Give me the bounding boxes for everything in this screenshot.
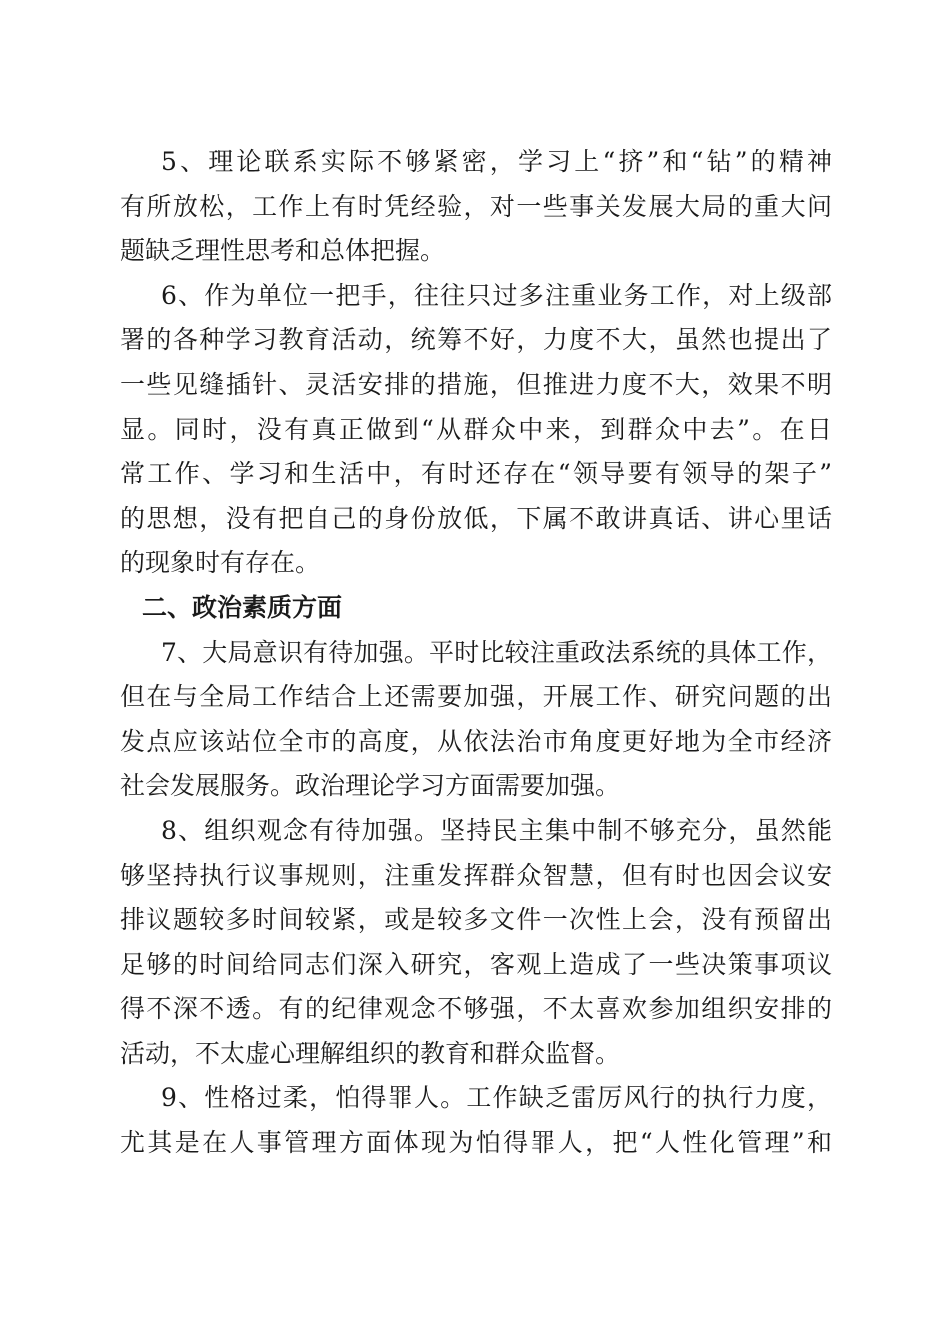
paragraph-6 xyxy=(120,274,832,586)
paragraph-line: 社会发展服务。政治理论学习方面需要加强。 xyxy=(120,771,621,801)
paragraph-line: 但在与全局工作结合上还需要加强，开展工作、研究问题的出 xyxy=(120,682,832,712)
paragraph-line: 题缺乏理性思考和总体把握。 xyxy=(120,236,446,266)
paragraph-line: 够坚持执行议事规则，注重发挥群众智慧，但有时也因会议安 xyxy=(120,860,832,890)
paragraph-line: 署的各种学习教育活动，统筹不好，力度不大，虽然也提出了 xyxy=(120,325,832,355)
section-heading: 二、政治素质方面 xyxy=(142,592,343,622)
paragraph-line: 显。同时，没有真正做到“从群众中来，到群众中去”。在日 xyxy=(120,414,832,444)
paragraph-line: 足够的时间给同志们深入研究，客观上造成了一些决策事项议 xyxy=(120,949,832,979)
paragraph-line: 有所放松，工作上有时凭经验，对一些事关发展大局的重大问 xyxy=(120,191,832,221)
paragraph-line: 一些见缝插针、灵活安排的措施，但推进力度不大，效果不明 xyxy=(120,369,832,399)
paragraph-5 xyxy=(120,140,832,274)
paragraph-line: 的现象时有存在。 xyxy=(120,548,321,578)
paragraph-line: 5、理论联系实际不够紧密，学习上“挤”和“钻”的精神 xyxy=(161,147,832,176)
paragraph-line: 发点应该站位全市的高度，从依法治市角度更好地为全市经济 xyxy=(120,726,832,756)
paragraph-line: 活动，不太虚心理解组织的教育和群众监督。 xyxy=(120,1038,621,1068)
paragraph-line: 排议题较多时间较紧，或是较多文件一次性上会，没有预留出 xyxy=(120,905,832,935)
paragraph-line: 尤其是在人事管理方面体现为怕得罪人，把“人性化管理”和 xyxy=(120,1128,832,1158)
paragraph-line: 常工作、学习和生活中，有时还存在“领导要有领导的架子” xyxy=(120,459,832,489)
paragraph-8 xyxy=(120,809,832,1077)
paragraph-7 xyxy=(120,631,832,809)
paragraph-line: 6、作为单位一把手，往往只过多注重业务工作，对上级部 xyxy=(161,280,832,310)
document-body xyxy=(120,140,832,1166)
paragraph-line: 得不深不透。有的纪律观念不够强，不太喜欢参加组织安排的 xyxy=(120,994,832,1024)
paragraph-line: 的思想，没有把自己的身份放低，下属不敢讲真话、讲心里话 xyxy=(120,503,832,533)
paragraph-line: 9、性格过柔，怕得罪人。工作缺乏雷厉风行的执行力度， xyxy=(161,1083,832,1113)
paragraph-line: 7、大局意识有待加强。平时比较注重政法系统的具体工作， xyxy=(161,637,832,667)
paragraph-9 xyxy=(120,1076,832,1165)
paragraph-line: 8、组织观念有待加强。坚持民主集中制不够充分，虽然能 xyxy=(161,815,832,845)
